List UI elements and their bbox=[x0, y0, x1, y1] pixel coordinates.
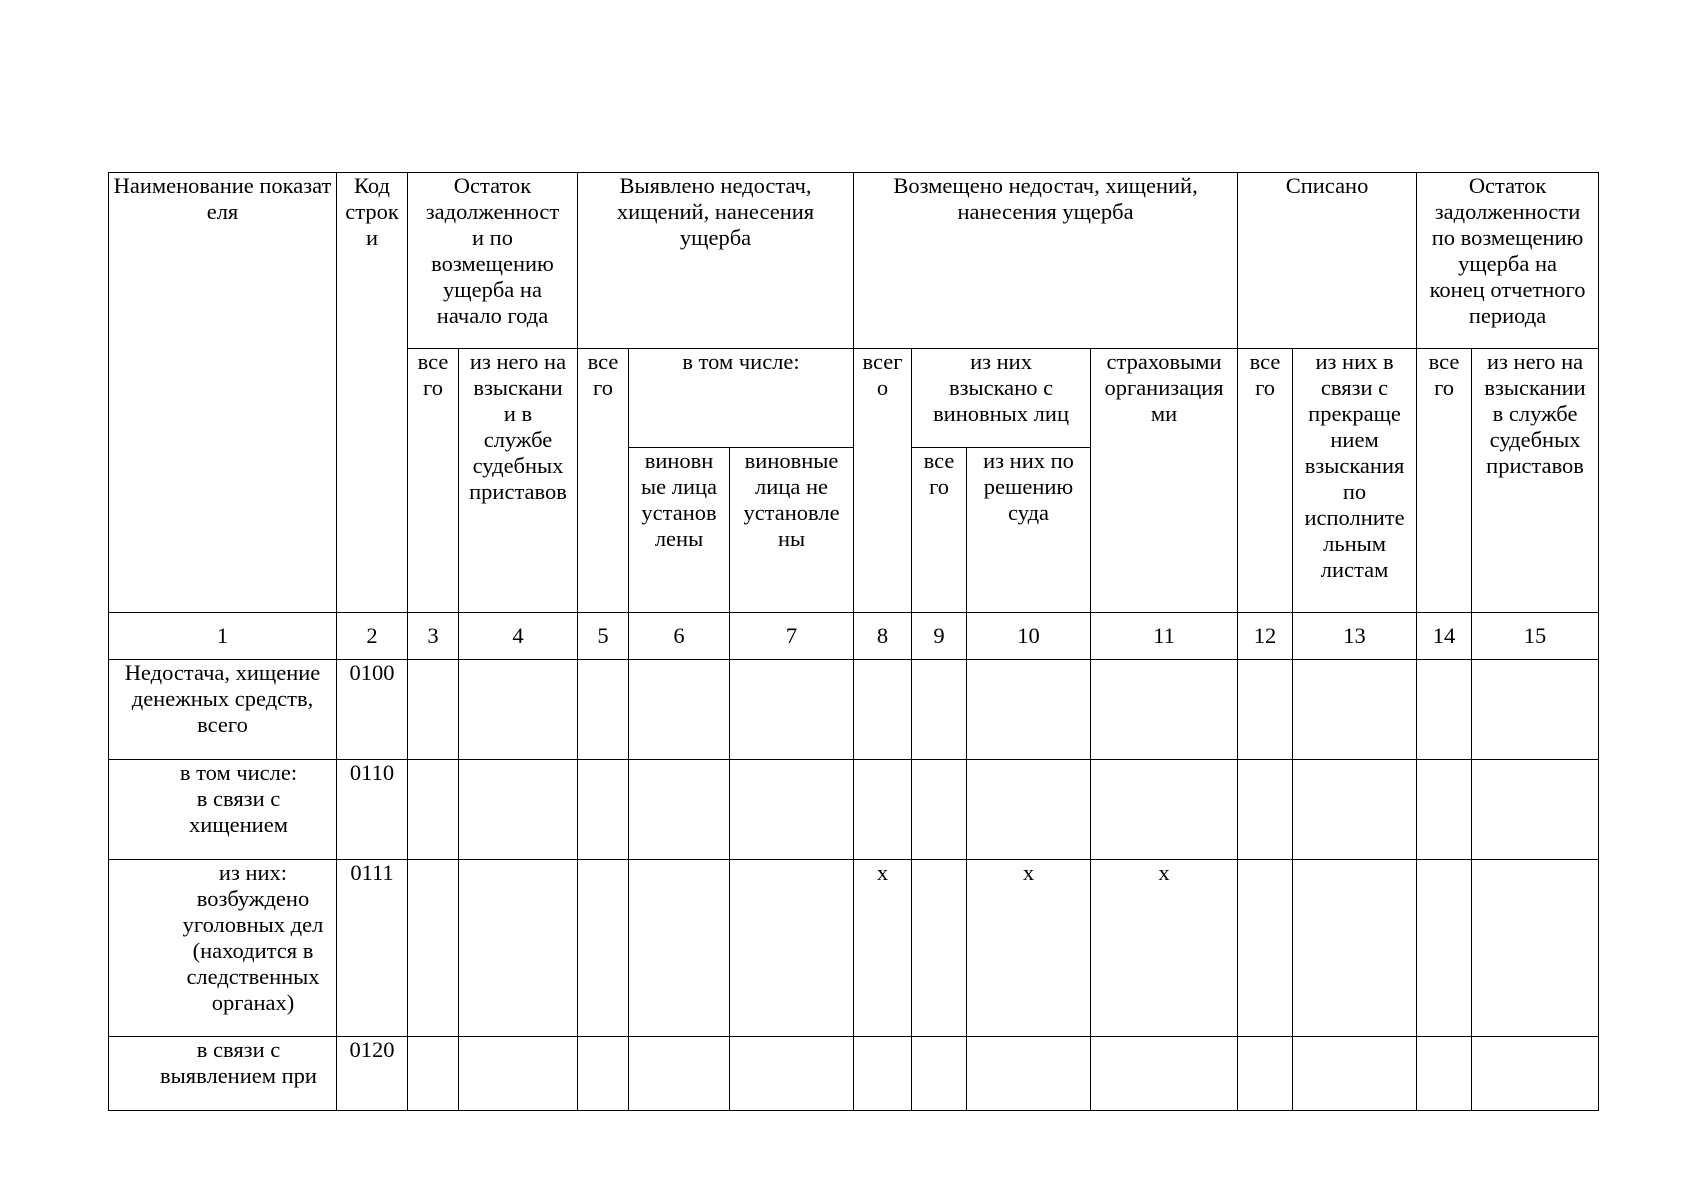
header-line: исполните bbox=[1304, 505, 1405, 530]
header-line: и в bbox=[503, 401, 533, 426]
header-line: приставов bbox=[1486, 453, 1584, 478]
header-recovered-total bbox=[912, 448, 967, 613]
header-end-bailiffs bbox=[1472, 349, 1599, 613]
column-number: 8 bbox=[854, 613, 912, 660]
header-line: Выявлено недостач, bbox=[619, 173, 812, 198]
table-cell[interactable]: x bbox=[854, 860, 912, 1037]
table-cell[interactable] bbox=[408, 760, 459, 860]
column-number: 10 bbox=[967, 613, 1091, 660]
header-line: лены bbox=[654, 526, 704, 551]
table-cell[interactable] bbox=[912, 860, 967, 1037]
row-name-line: из них: bbox=[218, 860, 288, 885]
table-cell[interactable] bbox=[854, 760, 912, 860]
table-cell[interactable] bbox=[629, 660, 730, 760]
header-detected bbox=[578, 173, 854, 349]
header-line: судебных bbox=[1489, 427, 1581, 452]
table-cell[interactable] bbox=[1417, 660, 1472, 760]
header-compensated-total bbox=[854, 349, 912, 613]
table-cell[interactable] bbox=[1417, 860, 1472, 1037]
table-cell[interactable] bbox=[1293, 760, 1417, 860]
header-line: из них в bbox=[1315, 349, 1394, 374]
header-line: и bbox=[365, 225, 379, 250]
row-name-line: следственных bbox=[186, 964, 320, 989]
header-line: решению bbox=[983, 474, 1074, 499]
row-code: 0111 bbox=[337, 860, 408, 1037]
header-line: всег bbox=[862, 349, 903, 374]
row-code: 0120 bbox=[337, 1037, 408, 1111]
table-cell[interactable] bbox=[854, 660, 912, 760]
row-code: 0110 bbox=[337, 760, 408, 860]
table-cell[interactable] bbox=[629, 1037, 730, 1111]
header-line: взыскании bbox=[1484, 375, 1586, 400]
table-cell[interactable] bbox=[1238, 1037, 1293, 1111]
header-line: го bbox=[1434, 375, 1454, 400]
table-cell[interactable] bbox=[967, 1037, 1091, 1111]
row-name-line: (находится в bbox=[192, 938, 314, 963]
header-line: лица не bbox=[755, 474, 828, 499]
column-number: 13 bbox=[1293, 613, 1417, 660]
table-cell[interactable] bbox=[578, 1037, 629, 1111]
header-line: го bbox=[1255, 375, 1275, 400]
table-cell[interactable] bbox=[730, 1037, 854, 1111]
header-line: все bbox=[923, 448, 955, 473]
table-cell[interactable] bbox=[1238, 860, 1293, 1037]
header-line: все bbox=[1428, 349, 1460, 374]
table-cell[interactable] bbox=[854, 1037, 912, 1111]
table-cell[interactable] bbox=[730, 760, 854, 860]
header-line: взыскания bbox=[1304, 453, 1405, 478]
row-name-line: возбуждено bbox=[196, 886, 310, 911]
table-cell[interactable] bbox=[459, 860, 578, 1037]
header-end-total bbox=[1417, 349, 1472, 613]
header-line: службе bbox=[483, 427, 553, 452]
table-cell[interactable] bbox=[1091, 1037, 1238, 1111]
header-including-text: в том числе: bbox=[682, 349, 800, 374]
header-line: в службе bbox=[1492, 401, 1578, 426]
header-line: приставов bbox=[469, 479, 567, 504]
table-cell[interactable] bbox=[912, 1037, 967, 1111]
header-written-off bbox=[1238, 173, 1417, 349]
column-number: 7 bbox=[730, 613, 854, 660]
header-start-total bbox=[408, 349, 459, 613]
header-line: из него на bbox=[469, 349, 567, 374]
header-line: ны bbox=[777, 526, 806, 551]
table-cell[interactable] bbox=[1417, 760, 1472, 860]
header-line: установ bbox=[641, 500, 717, 525]
table-cell[interactable] bbox=[459, 660, 578, 760]
header-line: периода bbox=[1468, 303, 1547, 328]
header-line: связи с bbox=[1320, 375, 1389, 400]
column-number: 15 bbox=[1472, 613, 1599, 660]
table-cell[interactable] bbox=[1293, 860, 1417, 1037]
header-line: листам bbox=[1320, 557, 1389, 582]
row-name-line: уголовных дел bbox=[182, 912, 324, 937]
column-number: 5 bbox=[578, 613, 629, 660]
header-row-code bbox=[337, 173, 408, 613]
table-cell[interactable] bbox=[967, 760, 1091, 860]
header-line: Остаток bbox=[1468, 173, 1547, 198]
header-written-off-text: Списано bbox=[1285, 173, 1369, 198]
column-number: 9 bbox=[912, 613, 967, 660]
table-cell[interactable] bbox=[1238, 660, 1293, 760]
table-cell[interactable] bbox=[730, 660, 854, 760]
header-line: из них по bbox=[983, 448, 1074, 473]
row-name-line: в связи с bbox=[196, 1037, 281, 1062]
table-cell[interactable] bbox=[1293, 660, 1417, 760]
row-name bbox=[109, 1037, 337, 1111]
table-cell[interactable] bbox=[1472, 1037, 1599, 1111]
header-line: ми bbox=[1150, 401, 1178, 426]
header-line: установле bbox=[743, 500, 840, 525]
header-line: хищений, нанесения bbox=[616, 199, 815, 224]
header-insurers bbox=[1091, 349, 1238, 613]
header-line: по bbox=[1342, 479, 1367, 504]
header-line: задолженност bbox=[425, 199, 560, 224]
table-row bbox=[109, 860, 1599, 1037]
column-number: 6 bbox=[629, 613, 730, 660]
header-line: льным bbox=[1323, 531, 1386, 556]
header-line: Возмещено недостач, хищений, bbox=[893, 173, 1198, 198]
header-line: по возмещению bbox=[1431, 225, 1584, 250]
header-culprits-found bbox=[629, 448, 730, 613]
table-cell[interactable] bbox=[1091, 760, 1238, 860]
header-line: взыскано с bbox=[948, 375, 1054, 400]
header-line: виновные bbox=[744, 448, 839, 473]
column-number: 2 bbox=[337, 613, 408, 660]
header-including bbox=[629, 349, 854, 448]
column-numbers-row bbox=[109, 613, 1599, 660]
header-line: возмещению bbox=[431, 251, 554, 276]
header-line: прекраще bbox=[1308, 401, 1401, 426]
header-line: все bbox=[1249, 349, 1281, 374]
column-number: 4 bbox=[459, 613, 578, 660]
table-cell[interactable] bbox=[629, 760, 730, 860]
header-end-balance bbox=[1417, 173, 1599, 349]
row-name-line: в связи с bbox=[196, 786, 281, 811]
header-line: Остаток bbox=[453, 173, 532, 198]
header-line: судебных bbox=[472, 453, 564, 478]
table-cell[interactable] bbox=[408, 660, 459, 760]
header-indicator-name bbox=[109, 173, 337, 613]
header-line: ые лица bbox=[641, 474, 718, 499]
header-line: страховыми bbox=[1106, 349, 1222, 374]
table-row bbox=[109, 660, 1599, 760]
table-cell[interactable] bbox=[578, 760, 629, 860]
header-detected-total bbox=[578, 349, 629, 613]
header-line: суда bbox=[1008, 500, 1050, 525]
header-line: конец отчетного bbox=[1429, 277, 1586, 302]
row-name-line: всего bbox=[197, 712, 248, 737]
header-indicator-name-text: Наименование показателя bbox=[113, 173, 332, 224]
row-name-line: в том числе: bbox=[179, 760, 298, 785]
table-cell[interactable] bbox=[912, 660, 967, 760]
table-cell[interactable] bbox=[1238, 760, 1293, 860]
table-cell[interactable] bbox=[1417, 1037, 1472, 1111]
table-cell[interactable] bbox=[408, 1037, 459, 1111]
column-number: 3 bbox=[408, 613, 459, 660]
table-cell[interactable] bbox=[1472, 860, 1599, 1037]
table-cell[interactable] bbox=[578, 660, 629, 760]
table-cell[interactable] bbox=[1472, 760, 1599, 860]
header-by-court bbox=[967, 448, 1091, 613]
table-cell[interactable]: x bbox=[1091, 860, 1238, 1037]
row-name-line: Недостача, хищение bbox=[124, 660, 321, 685]
header-line: нием bbox=[1330, 427, 1379, 452]
table-row bbox=[109, 1037, 1599, 1111]
header-line: начало года bbox=[436, 303, 549, 328]
header-termination bbox=[1293, 349, 1417, 613]
header-start-bailiffs bbox=[459, 349, 578, 613]
header-line: Код bbox=[354, 173, 390, 198]
row-name bbox=[109, 860, 337, 1037]
header-line: все bbox=[587, 349, 619, 374]
header-line: го bbox=[929, 474, 949, 499]
header-line: го bbox=[423, 375, 443, 400]
column-number: 14 bbox=[1417, 613, 1472, 660]
header-culprits-not-found bbox=[730, 448, 854, 613]
header-line: ущерба на bbox=[1458, 251, 1557, 276]
row-name bbox=[109, 660, 337, 760]
table-cell[interactable] bbox=[578, 860, 629, 1037]
header-start-balance bbox=[408, 173, 578, 349]
header-written-off-total bbox=[1238, 349, 1293, 613]
header-line: все bbox=[417, 349, 449, 374]
header-line: нанесения ущерба bbox=[957, 199, 1134, 224]
header-line: виновн bbox=[644, 448, 714, 473]
table-cell[interactable] bbox=[459, 760, 578, 860]
header-line: строк bbox=[345, 199, 399, 224]
table-row bbox=[109, 760, 1599, 860]
table-cell[interactable] bbox=[1472, 660, 1599, 760]
row-name-line: органах) bbox=[211, 990, 295, 1015]
report-table bbox=[108, 172, 1599, 1111]
header-recovered-from-culprits bbox=[912, 349, 1091, 448]
header-line: ущерба на bbox=[443, 277, 542, 302]
header-line: задолженности bbox=[1434, 199, 1581, 224]
header-line: виновных лиц bbox=[933, 401, 1069, 426]
header-line: из него на bbox=[1486, 349, 1584, 374]
table-cell[interactable] bbox=[967, 660, 1091, 760]
column-number: 11 bbox=[1091, 613, 1238, 660]
row-name-line: хищением bbox=[189, 812, 288, 837]
table-cell[interactable]: x bbox=[967, 860, 1091, 1037]
table-cell[interactable] bbox=[629, 860, 730, 1037]
row-name-line: выявлением при bbox=[160, 1063, 317, 1088]
header-line: ущерба bbox=[679, 225, 752, 250]
row-name-line: денежных средств, bbox=[131, 686, 314, 711]
row-code: 0100 bbox=[337, 660, 408, 760]
header-line: взыскани bbox=[473, 375, 563, 400]
header-line: из них bbox=[970, 349, 1032, 374]
header-line: и по bbox=[472, 225, 513, 250]
table-cell[interactable] bbox=[1091, 660, 1238, 760]
header-line: о bbox=[876, 375, 889, 400]
table-cell[interactable] bbox=[408, 860, 459, 1037]
header-compensated bbox=[854, 173, 1238, 349]
header-line: организация bbox=[1104, 375, 1224, 400]
row-name bbox=[109, 760, 337, 860]
header-line: го bbox=[593, 375, 613, 400]
table-cell[interactable] bbox=[459, 1037, 578, 1111]
column-number: 12 bbox=[1238, 613, 1293, 660]
column-number: 1 bbox=[109, 613, 337, 660]
table-cell[interactable] bbox=[730, 860, 854, 1037]
table-cell[interactable] bbox=[912, 760, 967, 860]
table-cell[interactable] bbox=[1293, 1037, 1417, 1111]
